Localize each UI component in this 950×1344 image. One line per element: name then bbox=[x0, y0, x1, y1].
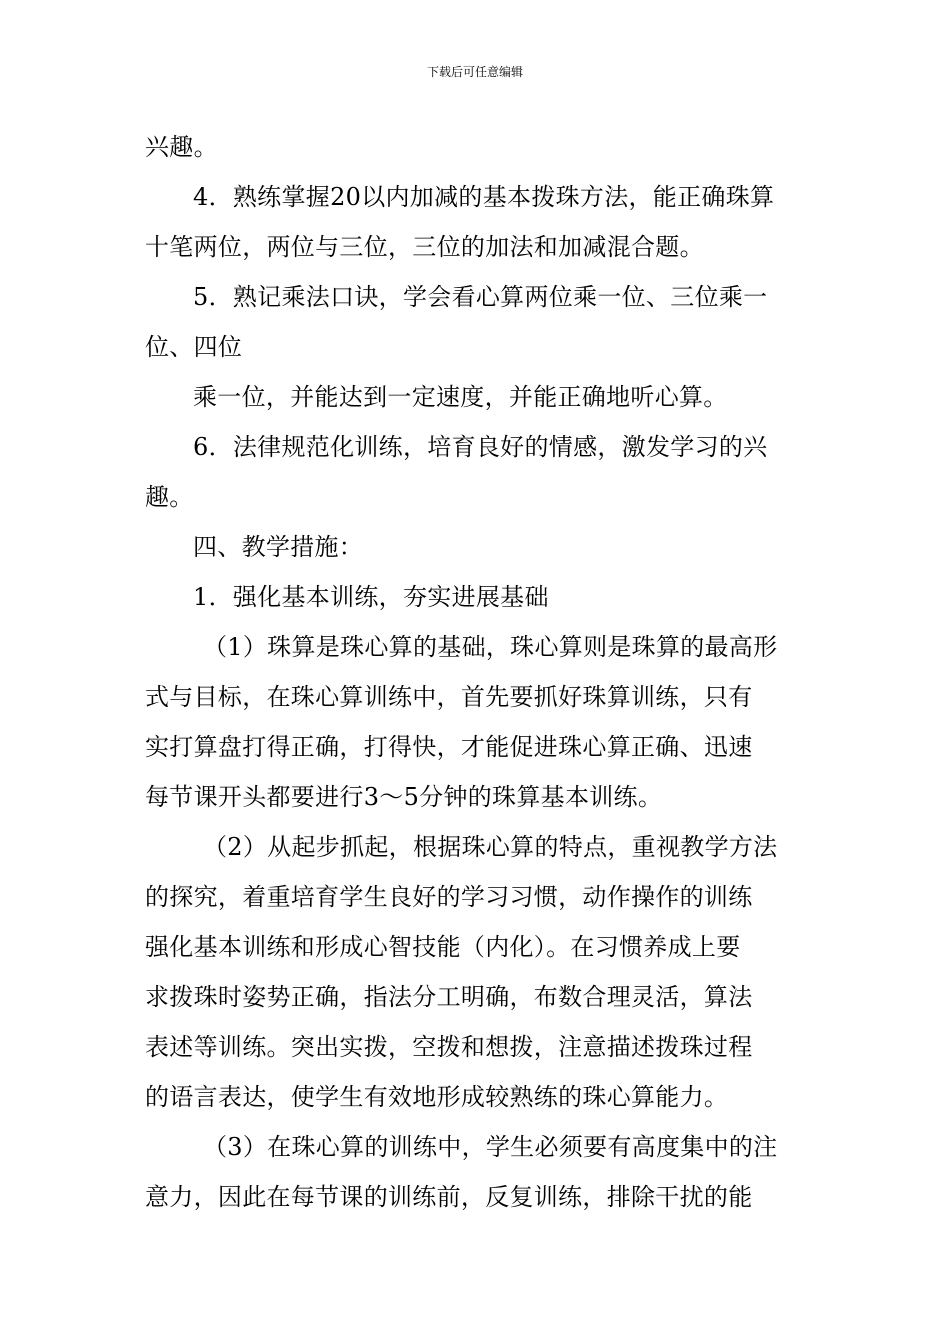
text-line: 6．法律规范化训练，培育良好的情感，激发学习的兴 bbox=[193, 433, 768, 461]
text-line: （3）在珠心算的训练中，学生必须要有高度集中的注 bbox=[203, 1133, 778, 1161]
text-line: 意力，因此在每节课的训练前，反复训练，排除干扰的能 bbox=[145, 1183, 753, 1211]
text-line: 实打算盘打得正确，打得快，才能促进珠心算正确、迅速 bbox=[145, 733, 753, 761]
text-line: 乘一位，并能达到一定速度，并能正确地听心算。 bbox=[193, 383, 728, 411]
document-body bbox=[145, 122, 810, 1222]
text-line: 5．熟记乘法口诀，学会看心算两位乘一位、三位乘一 bbox=[193, 283, 768, 311]
text-line: 每节课开头都要进行3～5分钟的珠算基本训练。 bbox=[145, 783, 663, 811]
subsection-heading: 1．强化基本训练，夯实进展基础 bbox=[193, 583, 549, 611]
section-heading: 四、教学措施： bbox=[193, 533, 364, 561]
text-line: 强化基本训练和形成心智技能（内化）。在习惯养成上要 bbox=[145, 933, 741, 961]
text-line: 4．熟练掌握20以内加减的基本拨珠方法，能正确珠算 bbox=[193, 183, 775, 211]
page-header-note: 下载后可任意编辑 bbox=[426, 65, 523, 79]
text-line: 的探究，着重培育学生良好的学习习惯，动作操作的训练 bbox=[145, 883, 753, 911]
text-line: 的语言表达，使学生有效地形成较熟练的珠心算能力。 bbox=[145, 1083, 729, 1111]
text-line: 兴趣。 bbox=[145, 133, 218, 161]
text-line: （1）珠算是珠心算的基础，珠心算则是珠算的最高形 bbox=[203, 633, 778, 661]
text-line: 式与目标，在珠心算训练中，首先要抓好珠算训练，只有 bbox=[145, 683, 753, 711]
text-line: 位、四位 bbox=[145, 333, 243, 361]
text-line: 求拨珠时姿势正确，指法分工明确，布数合理灵活，算法 bbox=[145, 983, 753, 1011]
text-line: 十笔两位，两位与三位，三位的加法和加减混合题。 bbox=[145, 233, 704, 261]
text-line: 表述等训练。突出实拨，空拨和想拨，注意描述拨珠过程 bbox=[145, 1033, 753, 1061]
text-line: 趣。 bbox=[145, 483, 194, 511]
text-line: （2）从起步抓起，根据珠心算的特点，重视教学方法 bbox=[203, 833, 778, 861]
